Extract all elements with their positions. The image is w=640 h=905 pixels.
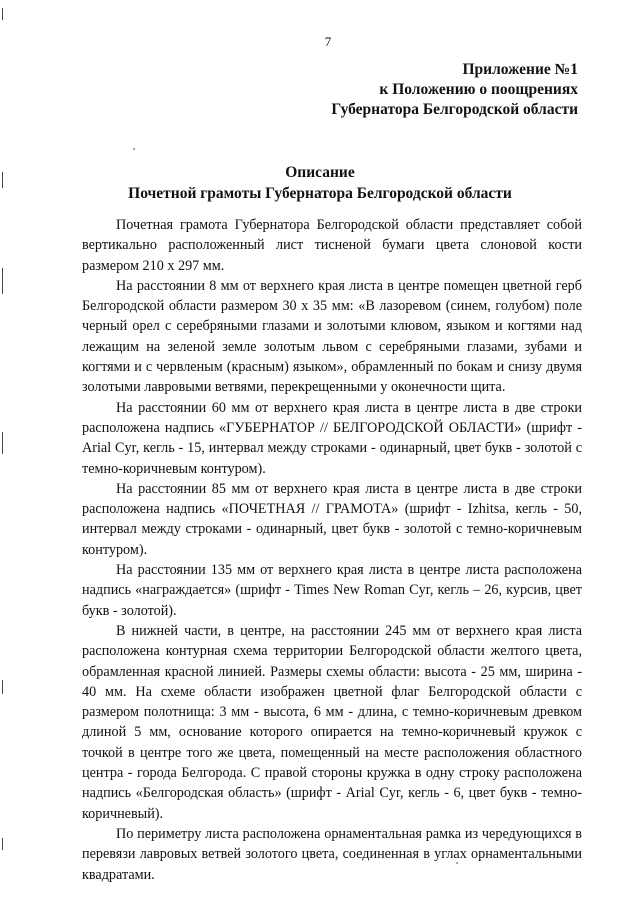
scan-margin-mark [2, 8, 3, 20]
body-paragraph: В нижней части, в центре, на расстоянии 245 мм от верхнего края листа расположена контурная схема территории Белгородской области желтого цвета, обрамленная красной линией. Размеры схемы области: высота - 25 мм, ширина - 40 мм. На схеме области изображен цветной флаг Белгородской области с размером полотнища: 3 мм - высота, 6 мм - длина, с темно-коричневым древком длиной 5 мм, основание которого опирается на темно-коричневый кружок с точкой в центре того же цвета, помещенный на месте расположения областного центра - города Белгорода. С правой стороны кружка в одну строку расположена надпись «Белгородская область» (шрифт - Arial Cyr, кегль - 6, цвет букв - темно-коричневый). [82, 622, 582, 822]
scan-margin-mark [2, 432, 3, 454]
scan-margin-mark [2, 268, 3, 294]
document-body [82, 215, 582, 885]
scan-dust-speck [133, 148, 135, 150]
body-paragraph: По периметру листа расположена орнаментальная рамка из чередующихся в перевязи лавровых ветвей золотого цвета, соединенная в углах орнаментальными квадратами. [82, 825, 582, 883]
body-paragraph: На расстоянии 60 мм от верхнего края листа в центре листа в две строки расположена надпись «ГУБЕРНАТОР // БЕЛГОРОДСКОЙ ОБЛАСТИ» (шрифт - Arial Cyr, кегль - 15, интервал между строками - одинарный, цвет букв - золотой с темно-коричневым контуром). [82, 399, 582, 477]
scan-margin-mark [2, 838, 3, 850]
scan-margin-mark [2, 680, 3, 694]
title-line: Почетной грамоты Губернатора Белгородской области [128, 185, 512, 202]
appendix-line: Губернатора Белгородской области [331, 101, 578, 118]
body-paragraph: На расстоянии 85 мм от верхнего края листа в центре листа в две строки расположена надпись «ПОЧЕТНАЯ // ГРАМОТА» (шрифт - Izhitsa, кегль - 50, интервал между строками - одинарный, цвет букв - золотой с темно-коричневым контуром). [82, 480, 582, 558]
body-paragraph: На расстоянии 135 мм от верхнего края листа в центре листа расположена надпись «награждается» (шрифт - Times New Roman Cyr, кегль – 26, курсив, цвет букв - золотой). [82, 562, 582, 619]
title-line: Описание [285, 164, 355, 181]
appendix-line: Приложение №1 [462, 61, 578, 78]
appendix-line: к Положению о поощрениях [379, 81, 578, 98]
page-number: 7 [324, 34, 332, 49]
body-paragraph: Почетная грамота Губернатора Белгородской области представляет собой вертикально расположенный лист тисненой бумаги цвета слоновой кости размером 210 x 297 мм. [82, 217, 582, 274]
appendix-header [331, 60, 578, 120]
document-title [0, 162, 640, 204]
body-paragraph: На расстоянии 8 мм от верхнего края листа в центре помещен цветной герб Белгородской области размером 30 x 35 мм: «В лазоревом (синем, голубом) поле черный орел с серебряными глазами и золотыми клювом, языком и когтями над лежащим на зеленой земле золотым львом с серебряными глазами, зубами и когтями и с червленым (красным) языком», обрамленный по бокам и снизу двумя золотыми лавровыми ветвями, перекрещенными у оконечности щита. [82, 277, 582, 396]
